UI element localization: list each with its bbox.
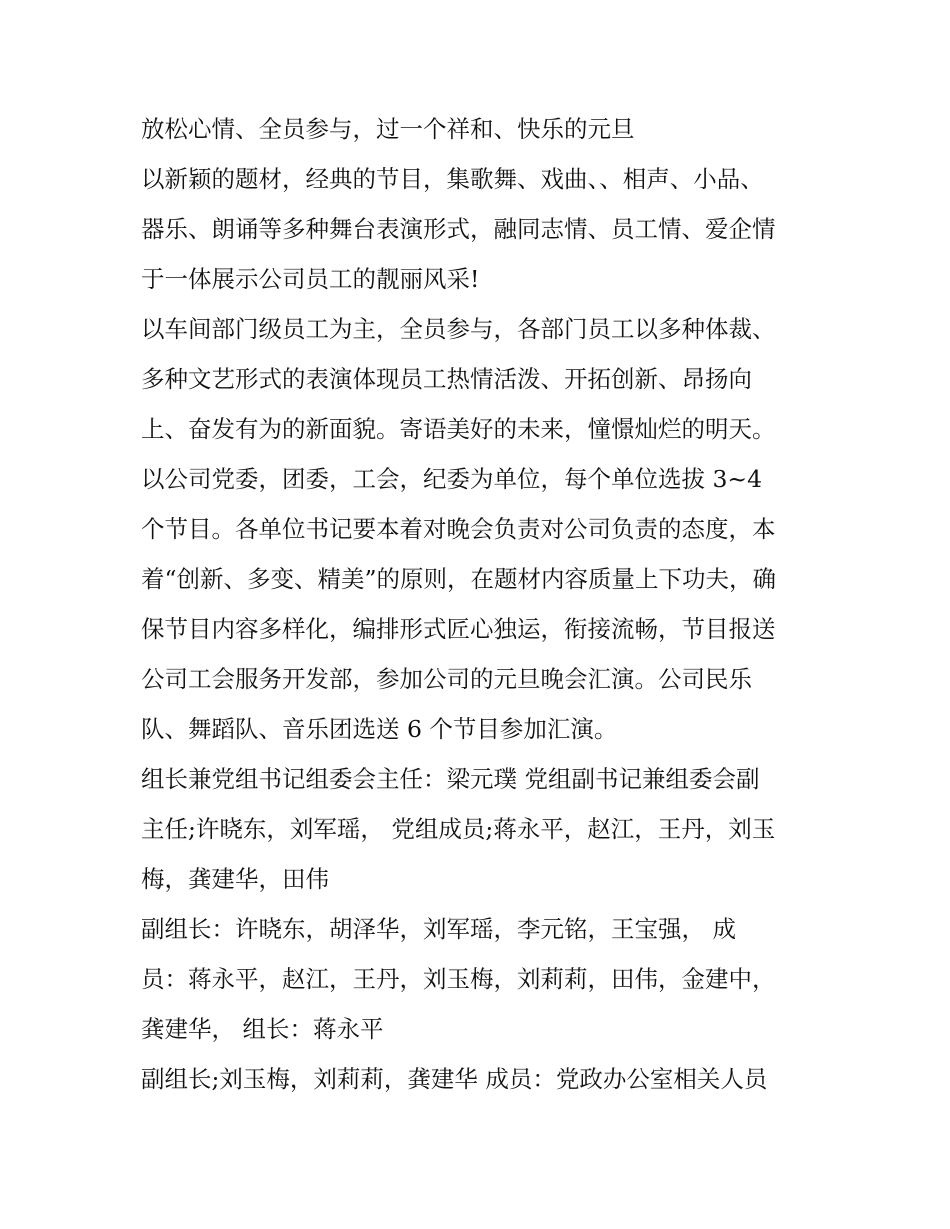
text-line: 队、舞蹈队、音乐团选送 6 个节目参加汇演。 — [141, 715, 618, 743]
text-line: 个节目。各单位书记要本着对晚会负责对公司负责的态度，本 — [141, 515, 776, 543]
text-line: 副组长：许晓东，胡泽华，刘军瑶，李元铭，王宝强， 成 — [141, 915, 736, 943]
text-line: 放松心情、全员参与，过一个祥和、快乐的元旦 — [141, 115, 635, 143]
text-line: 以公司党委，团委，工会，纪委为单位，每个单位选拔 3~4 — [141, 465, 763, 493]
text-line: 保节目内容多样化，编排形式匠心独运，衔接流畅，节目报送 — [141, 615, 776, 643]
text-line: 主任;许晓东，刘军瑶， 党组成员;蒋永平，赵江，王丹，刘玉 — [141, 815, 776, 843]
text-line: 多种文艺形式的表演体现员工热情活泼、开拓创新、昂扬向 — [141, 365, 752, 393]
text-line: 龚建华， 组长：蒋永平 — [141, 1015, 384, 1043]
text-line: 组长兼党组书记组委会主任：梁元璞 党组副书记兼组委会副 — [141, 765, 760, 793]
text-line: 副组长;刘玉梅，刘莉莉，龚建华 成员：党政办公室相关人员 — [141, 1065, 768, 1093]
text-line: 员：蒋永平，赵江，王丹，刘玉梅，刘莉莉，田伟，金建中， — [141, 965, 776, 993]
text-line: 公司工会服务开发部，参加公司的元旦晚会汇演。公司民乐 — [141, 665, 752, 693]
text-line: 器乐、朗诵等多种舞台表演形式，融同志情、员工情、爱企情 — [141, 215, 776, 243]
text-line: 着“创新、多变、精美”的原则，在题材内容质量上下功夫，确 — [141, 565, 777, 593]
text-line: 以新颖的题材，经典的节目，集歌舞、戏曲、、相声、小品、 — [141, 165, 764, 193]
text-line: 上、奋发有为的新面貌。寄语美好的未来，憧憬灿烂的明天。 — [141, 415, 776, 443]
text-line: 于一体展示公司员工的靓丽风采! — [141, 265, 480, 293]
text-line: 梅，龚建华，田伟 — [141, 865, 329, 893]
text-line: 以车间部门级员工为主，全员参与，各部门员工以多种体裁、 — [141, 315, 776, 343]
